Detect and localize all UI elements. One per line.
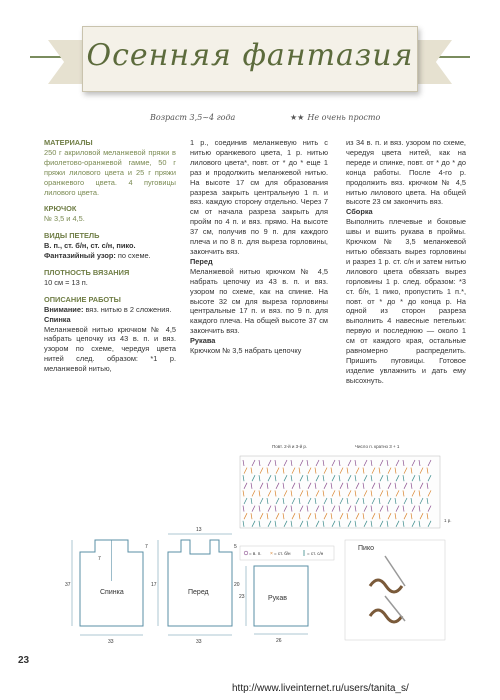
front-schematic [168, 540, 232, 626]
assembly-text: Выполнить плечевые и боковые швы и вшить рукава в проймы. Крючком № 3,5 меланжевой нитью обвязать вырез горловины и разрез 1 р. ст. с/н и затем нитью лилового цвета обвязать вырез горловины 1 р. след. образом: *3 ст. б/н, 1 пико, пропустить 1 п.*, повт. от * до * до конца р. На одной из сторон разреза выполнить 4 навесные петельки: первую и последнюю — около 1 см от каждого края, остальные равномерно распределить. Пришить пуговицы. Готовое изделие увлажнить и дать ему высохнуть. [346, 217, 466, 385]
picot-illustration [345, 540, 445, 640]
back-schematic [80, 540, 143, 626]
density-text: 10 см = 13 п. [44, 277, 88, 287]
difficulty [290, 113, 380, 122]
assembly-heading: Сборка [346, 207, 373, 217]
loops-text [44, 241, 176, 251]
legend-chain: = в. п. [249, 551, 262, 556]
loops-value: В. п., ст. б/н, ст. с/н, пико. [44, 241, 136, 251]
back-heading: Спинка [44, 314, 71, 324]
hook-text: № 3,5 и 4,5. [44, 214, 85, 224]
attention-label: Внимание: [44, 304, 84, 314]
sleeve-label: Рукав [268, 595, 287, 602]
materials-text: 250 г акриловой меланжевой пряжи в фиолетово-оранжевой гамме, 50 г пряжи лилового цвета и 25 г пряжи оранжевого цвета. 4 пуговицы лилового цвета. [44, 147, 176, 197]
sc-stitch-icon: × [270, 551, 273, 557]
attention-value: вяз. нитью в 2 сложения. [85, 304, 172, 314]
description-heading: ОПИСАНИЕ РАБОТЫ [44, 294, 121, 304]
text-column-3 [346, 138, 466, 386]
dim-back-width: 33 [108, 639, 114, 645]
pattern-label: Фантазийный узор: [44, 251, 116, 261]
pattern-text [44, 251, 176, 261]
sleeve-text: Крючком № 3,5 набрать цепочку [190, 346, 302, 356]
age-label: Возраст 3,5~4 года [150, 113, 236, 122]
page-number: 23 [18, 655, 30, 666]
difficulty-label: Не очень просто [307, 113, 381, 122]
pattern-value: по схеме. [117, 251, 151, 261]
dim-front-width: 33 [196, 639, 202, 645]
hook-heading: КРЮЧОК [44, 204, 77, 214]
dim-sleeve-height: 23 [239, 594, 245, 600]
dim-slit: 7 [98, 556, 101, 562]
dim-neck-width: 13 [196, 527, 202, 533]
legend-sc: = ст. б/н [274, 551, 291, 556]
pattern-diagrams [40, 436, 480, 651]
dim-neck-depth: 5 [234, 544, 237, 550]
page-title: Осенняя фантазия [86, 38, 414, 73]
front-text: Меланжевой нитью крючком № 4,5 набрать цепочку из 43 в. п. и вяз. узором по схеме, как на спинке. На высоте 32 см для выреза горловины центральные 17 п. и вяз. по 9 п. для каждого плеча. На общей высоте 37 см закончить вяз. [190, 266, 328, 336]
front-heading: Перед [190, 256, 213, 266]
sleeve-heading: Рукава [190, 336, 216, 346]
text-column-1 [44, 138, 176, 374]
back-label: Спинка [100, 589, 124, 596]
loops-heading: ВИДЫ ПЕТЕЛЬ [44, 231, 100, 241]
title-banner [0, 18, 500, 108]
repeat-note: Повт. 2-й и 3-й р. [272, 444, 308, 449]
back-text-continued: 1 р., соединив меланжевую нить с нитью оранжевого цвета, 1 р. нитью лилового цвета*, повт. от * до * еще 1 раз и продолжить меланжевой нитью. На высоте 17 см для образования разреза закрыть центральную 1 п. и вяз. каждую сторону отдельно. Через 7 см от начала разреза закрыть для пройм по 4 п. и вяз. прямо. На высоте 37 см, получив по 9 п. для каждого плеча и по 8 п. для выреза горловины, закончить вяз. [190, 138, 328, 256]
dim-armhole: 7 [145, 544, 148, 550]
dim-front-height: 17 [151, 582, 157, 588]
text-column-2 [190, 138, 328, 356]
stitch-chart [240, 456, 440, 528]
dim-back-height: 37 [65, 582, 71, 588]
materials-heading: МАТЕРИАЛЫ [44, 138, 93, 147]
dim-side: 20 [234, 582, 240, 588]
picot-label: Пико [358, 545, 374, 552]
footer-url: http://www.liveinternet.ru/users/tanita_s/ [232, 683, 409, 694]
legend [240, 546, 334, 560]
difficulty-stars: ★★ [290, 113, 305, 122]
sleeve-text-continued: из 34 в. п. и вяз. узором по схеме, чередуя цвета нитей, как на переде и спинке, повт. от * до * до конца работы. После 4-го р. продолжить вяз. крючком № 4,5 нитью лилового цвета. На общей высоте 23 см закончить вяз. [346, 138, 466, 207]
dim-sleeve-width: 26 [276, 638, 282, 644]
legend-dc: = ст. с/н [307, 551, 324, 556]
back-text: Меланжевой нитью крючком № 4,5 набрать цепочку из 43 в. п. и вяз. узором по схеме, чередуя цвета нитей след. образом: *1 р. меланжевой нитью, [44, 324, 176, 374]
diagram-svg [40, 436, 480, 651]
front-label: Перед [188, 589, 209, 596]
density-heading: ПЛОТНОСТЬ ВЯЗАНИЯ [44, 267, 130, 277]
count-note: Число п. кратно 3 + 1 [355, 444, 400, 449]
row-label: 1 р. [444, 518, 452, 523]
attention-text [44, 305, 176, 315]
